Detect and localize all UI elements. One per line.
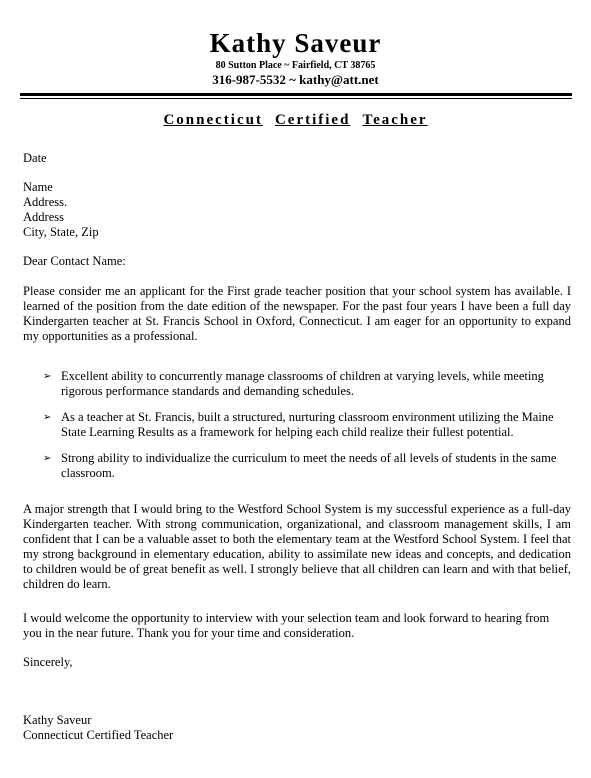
salutation: Dear Contact Name: xyxy=(23,254,126,268)
letter-date: Date xyxy=(23,151,47,165)
signature-title: Connecticut Certified Teacher xyxy=(23,728,174,742)
arrow-bullet-icon: ➢ xyxy=(43,371,52,382)
sender-address: 80 Sutton Place ~ Fairfield, CT 38765 xyxy=(215,60,376,71)
letter-subtitle xyxy=(0,111,591,129)
sender-name: Kathy Saveur xyxy=(209,28,382,58)
bullet-text: Strong ability to individualize the curriculum to meet the needs of all levels of students in the same classroom. xyxy=(61,451,557,480)
strength-paragraph: A major strength that I would bring to the Westford School System is my successful experience as a full-day Kindergarten teacher. With strong communication, organizational, and classroom management skills, I am confident that I can be a valuable asset to both the elementary team at the Westford School System. I feel that my strong background in elementary education, ability to assimilate new ideas and concepts, and dedication to children would be of great benefit as well. I strongly believe that all children can learn and with that belief, children do learn. xyxy=(23,502,571,591)
header-rule-thin xyxy=(20,98,572,99)
arrow-bullet-icon: ➢ xyxy=(43,412,52,423)
recipient-city-state-zip: City, State, Zip xyxy=(23,225,99,239)
list-item xyxy=(43,410,571,440)
list-item xyxy=(43,451,571,481)
recipient-address-2: Address xyxy=(23,210,64,224)
bullet-text: As a teacher at St. Francis, built a structured, nurturing classroom environment utilizing the Maine State Learning Results as a framework for helping each child realize their fullest potential. xyxy=(61,410,554,439)
recipient-name: Name xyxy=(23,180,53,194)
signoff: Sincerely, xyxy=(23,655,73,669)
closing-paragraph: I would welcome the opportunity to interview with your selection team and look forward to hearing from you in the near future. Thank you for your time and consideration. xyxy=(23,611,550,640)
signature-name: Kathy Saveur xyxy=(23,713,92,727)
header-rule-thick xyxy=(20,93,572,96)
arrow-bullet-icon: ➢ xyxy=(43,453,52,464)
bullet-text: Excellent ability to concurrently manage classrooms of children at varying levels, while meeting rigorous performance standards and demanding schedules. xyxy=(61,369,544,398)
qualifications-list xyxy=(43,369,571,492)
subtitle-word-connecticut: Connecticut xyxy=(163,112,263,128)
intro-paragraph: Please consider me an applicant for the First grade teacher position that your school system has available. I learned of the position from the date edition of the newspaper. For the past four years I have been a full day Kindergarten teacher at St. Francis School in Oxford, Connecticut. I am eager for an opportunity to expand my opportunities as a professional. xyxy=(23,284,571,343)
subtitle-word-certified: Certified xyxy=(274,112,351,128)
recipient-address-1: Address. xyxy=(23,195,68,209)
sender-contact: 316-987-5532 ~ kathy@att.net xyxy=(212,72,379,87)
list-item xyxy=(43,369,571,399)
subtitle-word-teacher: Teacher xyxy=(362,112,428,128)
recipient-block xyxy=(23,180,571,240)
